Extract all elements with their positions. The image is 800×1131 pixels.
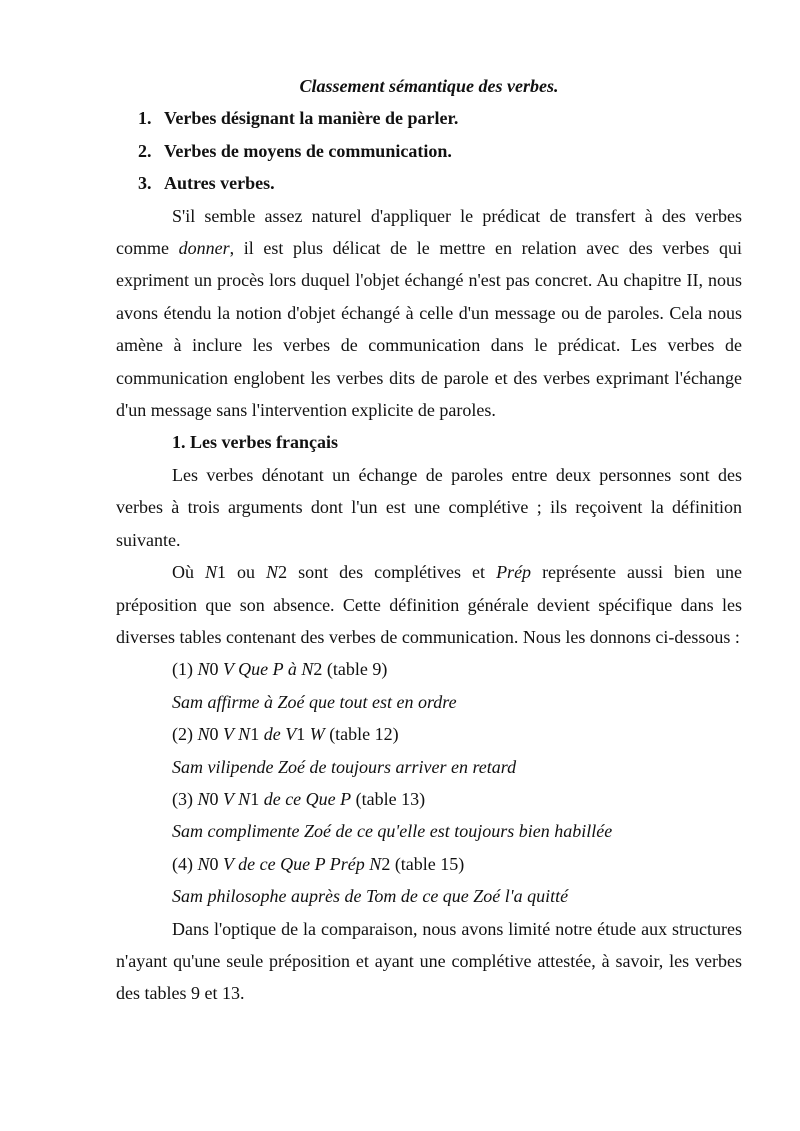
list-item-number: 1. bbox=[138, 108, 152, 129]
paragraph-conclusion: Dans l'optique de la comparaison, nous avons limité notre étude aux structures n'ayant qu'une seule préposition et ayant une complétive attestée, à savoir, les verbes des tables 9 et 13. bbox=[116, 918, 742, 1004]
example-sentence: Sam complimente Zoé de ce qu'elle est toujours bien habillée bbox=[172, 821, 613, 842]
structure-formula: (2) N0 V N1 de V1 W (table 12) bbox=[172, 724, 399, 745]
section-heading: 1. Les verbes français bbox=[172, 432, 338, 453]
list-item bbox=[116, 102, 742, 134]
italic-term: donner bbox=[178, 238, 230, 259]
list-item-number: 3. bbox=[138, 173, 152, 194]
example-sentence: Sam philosophe auprès de Tom de ce que Zoé l'a quitté bbox=[172, 886, 569, 907]
list-item-text: Verbes désignant la manière de parler. bbox=[164, 108, 459, 129]
list-item-text: Verbes de moyens de communication. bbox=[164, 140, 452, 161]
example-sentence: Sam affirme à Zoé que tout est en ordre bbox=[172, 691, 457, 712]
paragraph-intro: S'il semble assez naturel d'appliquer le prédicat de transfert à des verbes comme donner, il est plus délicat de le mettre en relation avec des verbes qui expriment un procès lors duquel l'objet échangé n'est pas concret. Au chapitre II, nous avons étendu la notion d'objet échangé à celle d'un message ou de paroles. Cela nous amène à inclure les verbes de communication dans le prédicat. Les verbes de communication englobent les verbes dits de parole et des verbes exprimant l'échange d'un message sans l'intervention explicite de paroles. bbox=[116, 205, 742, 421]
example-sentence: Sam vilipende Zoé de toujours arriver en retard bbox=[172, 756, 517, 777]
document-page bbox=[116, 70, 742, 1010]
list-item bbox=[116, 135, 742, 167]
verb-class-list bbox=[116, 102, 742, 199]
paragraph-notation: Où N1 ou N2 sont des complétives et Prép représente aussi bien une préposition que son absence. Cette définition générale devient spécifique dans les diverses tables contenant des verbes de communication. Nous les donnons ci-dessous : bbox=[116, 562, 743, 647]
structure-formula: (1) N0 V Que P à N2 (table 9) bbox=[172, 659, 388, 680]
list-item-text: Autres verbes. bbox=[164, 173, 275, 194]
list-item-number: 2. bbox=[138, 140, 152, 161]
paragraph-definition: Les verbes dénotant un échange de paroles entre deux personnes sont des verbes à trois arguments dont l'un est une complétive ; ils reçoivent la définition suivante. bbox=[116, 464, 742, 550]
structure-formula: (3) N0 V N1 de ce Que P (table 13) bbox=[172, 788, 426, 809]
structure-formula: (4) N0 V de ce Que P Prép N2 (table 15) bbox=[172, 853, 465, 874]
list-item bbox=[116, 167, 742, 199]
document-title: Classement sémantique des verbes. bbox=[299, 76, 559, 96]
